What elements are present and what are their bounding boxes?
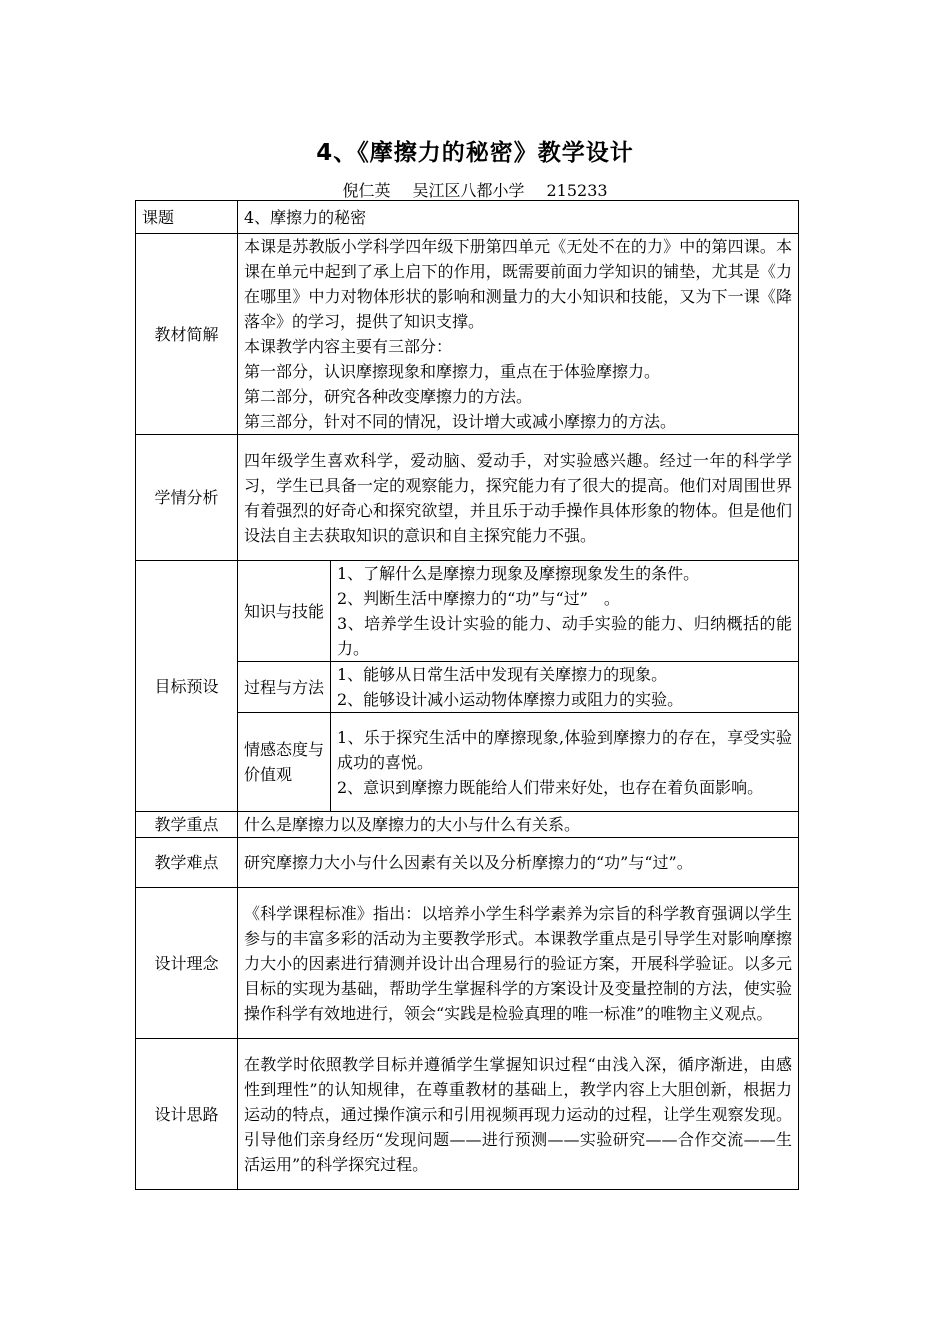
goal-item: 2、能够设计减小运动物体摩擦力或阻力的实验。 (337, 690, 684, 709)
textbook-paragraph: 本课教学内容主要有三部分： (244, 337, 453, 356)
approach-content: 在教学时依照教学目标并遵循学生掌握知识过程“由浅入深，循序渐进，由感性到理性”的认知规律，在尊重教材的基础上，教学内容上大胆创新，根据力运动的特点，通过操作演示和引用视频再现力运动的过程，让学生观察发现。引导他们亲身经历“发现问题——进行预测——实验研究——合作交流——生活运用”的科学探究过程。 (238, 1039, 799, 1190)
table-row-goals-knowledge (136, 561, 799, 662)
table-row-concept (136, 888, 799, 1039)
author-postcode: 215233 (546, 181, 608, 200)
goal-item: 2、意识到摩擦力既能给人们带来好处，也存在着负面影响。 (337, 777, 764, 797)
table-row-approach (136, 1039, 799, 1190)
goal-emotion-label: 情感态度与价值观 (238, 713, 331, 812)
textbook-paragraph: 第二部分，研究各种改变摩擦力的方法。 (244, 387, 533, 406)
difficulty-label: 教学难点 (136, 838, 238, 888)
goal-item: 1、乐于探究生活中的摩擦现象,体验到摩擦力的存在，享受实验成功的喜悦。 (337, 727, 792, 772)
students-label: 学情分析 (136, 435, 238, 561)
goal-knowledge-label: 知识与技能 (238, 561, 331, 662)
table-row-key-point (136, 812, 799, 838)
lesson-plan-table (135, 200, 799, 1190)
goal-knowledge-content (331, 561, 799, 662)
goal-item: 3、培养学生设计实验的能力、动手实验的能力、归纳概括的能力。 (337, 614, 792, 658)
author-school: 吴江区八都小学 (412, 181, 525, 200)
concept-label: 设计理念 (136, 888, 238, 1039)
document-title: 4、《摩擦力的秘密》教学设计 (316, 140, 634, 166)
textbook-paragraph: 本课是苏教版小学科学四年级下册第四单元《无处不在的力》中的第四课。本课在单元中起到了承上启下的作用，既需要前面力学知识的铺垫，尤其是《力在哪里》中力对物体形状的影响和测量力的大小知识和技能，又为下一课《降落伞》的学习，提供了知识支撑。 (244, 237, 792, 331)
topic-content: 4、摩擦力的秘密 (238, 201, 799, 234)
textbook-paragraph: 第一部分，认识摩擦现象和摩擦力，重点在于体验摩擦力。 (244, 362, 661, 381)
key-point-label: 教学重点 (136, 812, 238, 838)
goal-emotion-content (331, 713, 799, 812)
textbook-paragraph: 第三部分，针对不同的情况，设计增大或减小摩擦力的方法。 (244, 412, 677, 431)
goal-item: 2、判断生活中摩擦力的“功”与“过” 。 (337, 589, 620, 608)
textbook-content (238, 234, 799, 435)
approach-label: 设计思路 (136, 1039, 238, 1190)
topic-label: 课题 (136, 201, 238, 234)
table-row-difficulty (136, 838, 799, 888)
textbook-label: 教材简解 (136, 234, 238, 435)
table-row-topic (136, 201, 799, 234)
concept-content: 《科学课程标准》指出：以培养小学生科学素养为宗旨的科学教育强调以学生参与的丰富多彩的活动为主要教学形式。本课教学重点是引导学生对影响摩擦力大小的因素进行猜测并设计出合理易行的验证方案，开展科学验证。以多元目标的实现为基础，帮助学生掌握科学的方案设计及变量控制的方法，使实验操作科学有效地进行，领会“实践是检验真理的唯一标准”的唯物主义观点。 (238, 888, 799, 1039)
table-row-students (136, 435, 799, 561)
goals-label: 目标预设 (136, 561, 238, 812)
key-point-content: 什么是摩擦力以及摩擦力的大小与什么有关系。 (238, 812, 799, 838)
difficulty-content: 研究摩擦力大小与什么因素有关以及分析摩擦力的“功”与“过”。 (238, 838, 799, 888)
goal-process-content (331, 662, 799, 713)
table-row-textbook (136, 234, 799, 435)
goal-item: 1、能够从日常生活中发现有关摩擦力的现象。 (337, 665, 668, 684)
author-line (0, 178, 950, 201)
goal-item: 1、了解什么是摩擦力现象及摩擦现象发生的条件。 (337, 564, 700, 583)
students-content: 四年级学生喜欢科学，爱动脑、爱动手，对实验感兴趣。经过一年的科学学习，学生已具备一定的观察能力，探究能力有了很大的提高。他们对周围世界有着强烈的好奇心和探究欲望，并且乐于动手操作具体形象的物体。但是他们设法自主去获取知识的意识和自主探究能力不强。 (238, 435, 799, 561)
goal-process-label: 过程与方法 (238, 662, 331, 713)
author-name: 倪仁英 (342, 181, 391, 200)
